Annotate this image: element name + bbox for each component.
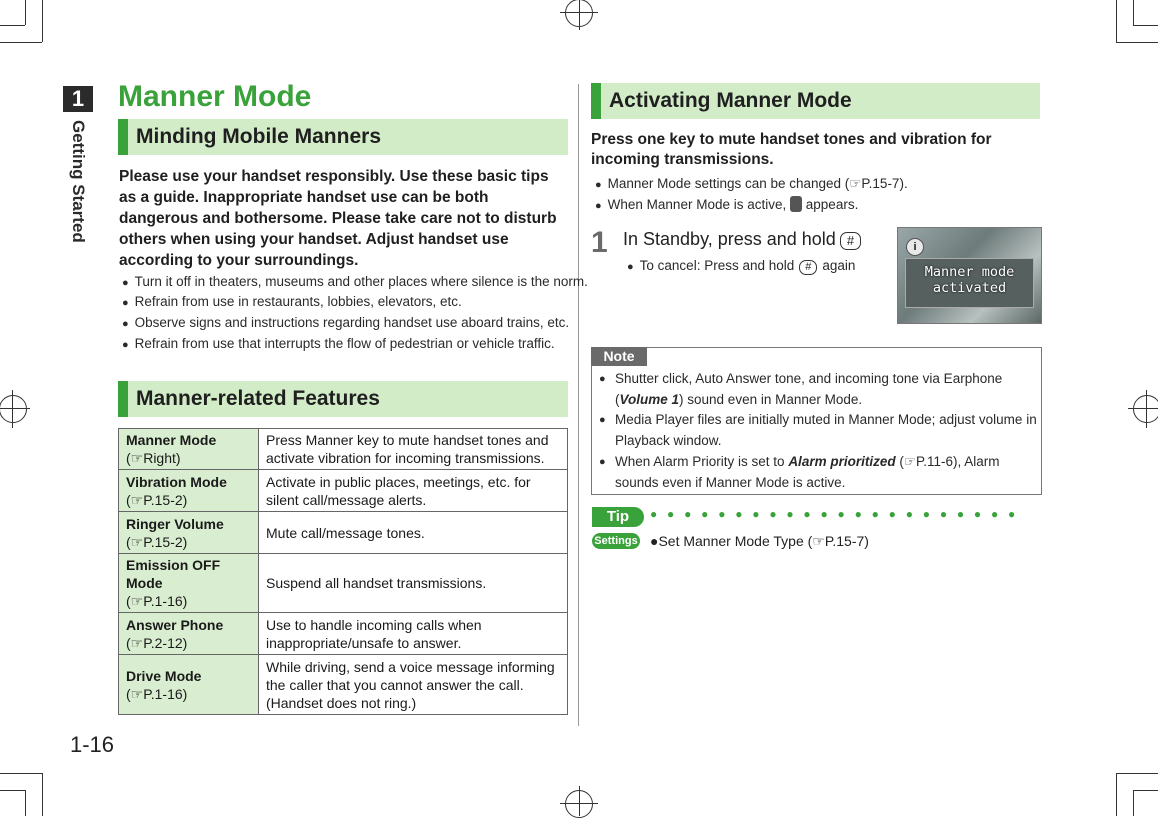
feature-ref: (☞P.2-12) — [126, 634, 188, 651]
section-heading-activating — [591, 83, 1040, 119]
step-number: 1 — [591, 226, 608, 259]
registration-mark — [579, 0, 580, 30]
feature-name: Emission OFF Mode — [126, 557, 221, 591]
crop-mark — [1116, 773, 1158, 774]
crop-mark — [1133, 25, 1158, 26]
crop-mark — [25, 790, 26, 816]
crop-mark — [0, 790, 25, 791]
feature-name: Drive Mode — [126, 667, 202, 684]
note-text: Shutter click, Auto Answer tone, and incoming tone via Earphone ( — [615, 371, 1003, 407]
table-row — [119, 655, 568, 715]
list-item: ● Observe signs and instructions regarding handset use aboard trains, etc. — [122, 315, 569, 330]
section-heading-text: Manner-related Features — [136, 387, 380, 410]
table-row — [119, 554, 568, 613]
note-emphasis: Alarm prioritized — [788, 454, 896, 469]
feature-name: Vibration Mode — [126, 473, 227, 490]
feature-ref: (☞P.15-2) — [126, 533, 188, 550]
hash-key-icon: # — [799, 260, 817, 275]
feature-ref: (☞P.15-2) — [126, 491, 188, 508]
feature-ref: (☞P.1-16) — [126, 685, 188, 702]
section-heading-text: Activating Manner Mode — [609, 89, 852, 112]
registration-mark — [579, 786, 580, 816]
screen-message — [898, 264, 1041, 296]
registration-mark — [0, 408, 30, 409]
feature-desc: While driving, send a voice message informing the caller that you cannot answer the call. (Handset does not ring.) — [259, 655, 568, 715]
crop-mark — [1116, 773, 1117, 816]
feature-name-cell — [119, 554, 259, 613]
section-heading-minding — [118, 119, 568, 155]
feature-ref: (☞P.1-16) — [126, 593, 188, 609]
note-emphasis: Volume 1 — [619, 391, 680, 407]
manner-mode-icon — [790, 196, 802, 212]
feature-name-cell — [119, 470, 259, 512]
settings-badge: Settings — [592, 533, 640, 549]
step-instruction — [623, 229, 861, 250]
feature-name-cell — [119, 613, 259, 655]
chapter-number: 1 — [63, 86, 93, 112]
feature-name-cell — [119, 429, 259, 470]
page-title: Manner Mode — [118, 80, 312, 113]
feature-desc: Mute call/message tones. — [259, 512, 568, 554]
crop-mark — [0, 25, 25, 26]
phone-screen-image — [897, 227, 1042, 324]
feature-name: Ringer Volume — [126, 515, 224, 532]
tip-dotted-rule: ●●●●●●●●●●●●●●●●●●●●●● — [650, 507, 1026, 521]
step-sub-text: again — [822, 258, 856, 273]
info-icon: i — [906, 238, 924, 256]
section-heading-features — [118, 381, 568, 417]
table-row — [119, 470, 568, 512]
feature-ref: (☞Right) — [126, 450, 181, 466]
list-item-text: appears. — [805, 197, 859, 212]
feature-desc: Use to handle incoming calls when inappropriate/unsafe to answer. — [259, 613, 568, 655]
crop-mark — [42, 0, 43, 42]
step-sub-text: To cancel: Press and hold — [639, 258, 795, 273]
list-item: ● Refrain from use in restaurants, lobbies, elevators, etc. — [122, 294, 462, 309]
hash-key-icon: # — [840, 232, 861, 250]
feature-desc: Suspend all handset transmissions. — [259, 554, 568, 613]
table-row — [119, 512, 568, 554]
registration-mark — [560, 803, 598, 804]
feature-desc: Activate in public places, meetings, etc. for silent call/message alerts. — [259, 470, 568, 512]
table-row — [119, 429, 568, 470]
feature-name: Answer Phone — [126, 616, 224, 633]
feature-desc: Press Manner key to mute handset tones and activate vibration for incoming transmissions. — [259, 429, 568, 470]
note-text: When Alarm Priority is set to — [615, 454, 789, 469]
crop-mark — [1116, 42, 1158, 43]
page-number: 1-16 — [70, 732, 115, 757]
note-label: Note — [591, 347, 647, 366]
crop-mark — [1133, 790, 1158, 791]
table-row — [119, 613, 568, 655]
list-item: ● Turn it off in theaters, museums and other places where silence is the norm. — [122, 274, 588, 289]
note-text: Media Player files are initially muted in Manner Mode; adjust volume in Playback window. — [615, 412, 1037, 448]
crop-mark — [25, 0, 26, 25]
registration-mark — [0, 395, 27, 423]
tip-text: ●Set Manner Mode Type (☞P.15-7) — [650, 533, 869, 549]
list-item-text: When Manner Mode is active, — [607, 197, 787, 212]
screen-line: Manner mode — [924, 264, 1015, 280]
screen-line: activated — [932, 280, 1007, 296]
list-item: ● Refrain from use that interrupts the flow of pedestrian or vehicle traffic. — [122, 336, 555, 351]
crop-mark — [1133, 790, 1134, 816]
list-item: ● Manner Mode settings can be changed (☞P.15-7). — [595, 176, 908, 192]
registration-mark — [1128, 408, 1158, 409]
feature-name-cell — [119, 655, 259, 715]
crop-mark — [0, 773, 42, 774]
tip-label: Tip — [592, 507, 644, 527]
step-sub-item — [627, 258, 855, 275]
note-text: (☞P.11-6), Alarm sounds even if Manner Mode is active. — [615, 454, 1000, 490]
intro-paragraph: Please use your handset responsibly. Use these basic tips as a guide. Inappropriate handset use can be both dangerous and bothersome. Please take care not to disturb others when using your handset. Adjust handset use according to your surroundings. — [119, 168, 557, 269]
registration-mark — [12, 390, 13, 428]
section-heading-text: Minding Mobile Manners — [136, 125, 381, 148]
feature-name-cell — [119, 512, 259, 554]
crop-mark — [1116, 0, 1117, 42]
column-divider — [578, 84, 579, 726]
crop-mark — [42, 773, 43, 816]
registration-mark — [1146, 390, 1147, 428]
registration-mark — [560, 12, 598, 13]
crop-mark — [0, 42, 42, 43]
note-text: ) sound even in Manner Mode. — [679, 391, 863, 407]
crop-mark — [1133, 0, 1134, 25]
activating-intro: Press one key to mute handset tones and vibration for incoming transmissions. — [591, 131, 992, 168]
list-item — [595, 196, 858, 212]
chapter-label: Getting Started — [69, 120, 88, 243]
feature-name: Manner Mode — [126, 432, 217, 448]
features-table — [118, 428, 568, 715]
step-text: In Standby, press and hold — [623, 229, 836, 249]
